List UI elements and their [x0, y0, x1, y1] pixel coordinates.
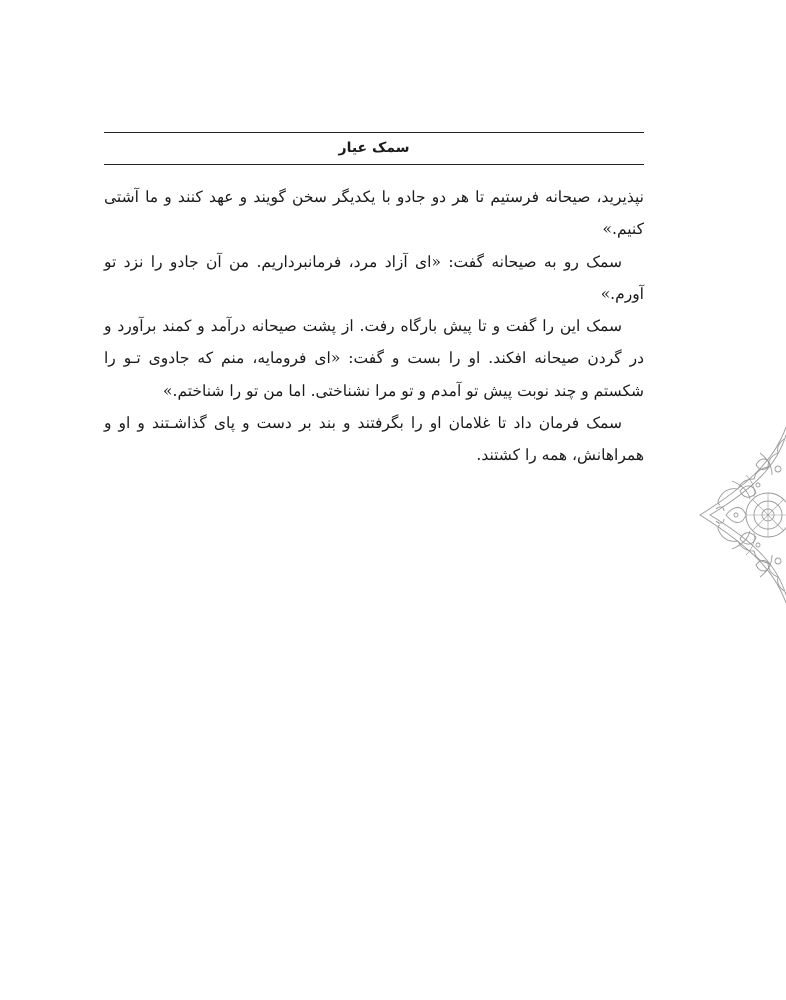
running-title: سمک عیار	[338, 140, 410, 156]
header-rule-bottom	[104, 164, 644, 165]
arabesque-ornament-icon	[696, 425, 786, 605]
page-body	[104, 181, 644, 472]
paragraph: نپذیرید، صیحانه فرستیم تا هر دو جادو با یکدیگر سخن گویند و عهد کنند و ما آشتی کنیم.»	[104, 188, 644, 239]
header-rule-top	[104, 132, 644, 133]
paragraph: سمک این را گفت و تا پیش بارگاه رفت. از پشت صیحانه درآمد و کمند برآورد و در گردن صیحانه افکند. او را بست و گفت: «ای فرومایه، منم که جادوی تـو را شکستم و چند نوبت پیش تو آمدم و تو مرا نشناختی. اما من تو را شناختم.»	[104, 317, 644, 400]
paragraph: سمک فرمان داد تا غلامان او را بگرفتند و بند بر دست و پای گذاشـتند و او و همراهانش، همه را کشتند.	[104, 414, 644, 465]
paragraph: سمک رو به صیحانه گفت: «ای آزاد مرد، فرمانبرداریم. من آن جادو را نزد تو آورم.»	[104, 252, 644, 303]
